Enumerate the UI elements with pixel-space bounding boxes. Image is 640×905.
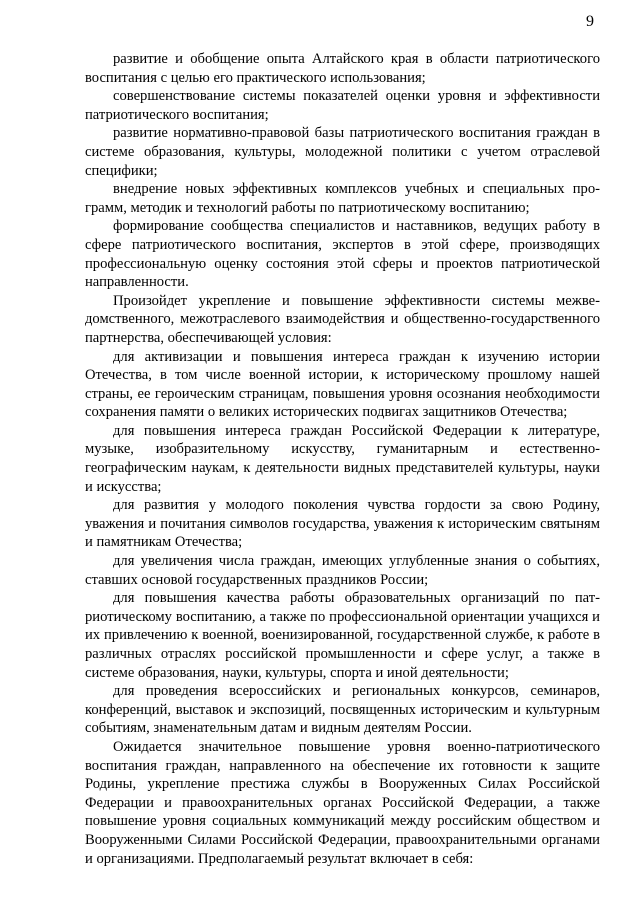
paragraph: для повышения качества работы образовательных организаций по патриотическому воспитанию, а также по профессиональной ориентации учащихся и их привлечению к военной, военизированной, государственной службе, к работе в различных отраслях российской промышленности и сфере услуг, а также в системе образования, науки, культуры, спорта и иной деятельности; xyxy=(85,590,600,681)
paragraph: для развития у молодого поколения чувства гордости за свою Родину, уважения и почитания символов государства, уважения к историческим святыням и памятникам Отечества; xyxy=(85,497,600,551)
paragraph: совершенствование системы показателей оценки уровня и эффективности патриотического воспитания; xyxy=(85,88,600,123)
paragraph: развитие нормативно-правовой базы патриотического воспитания граждан в системе образования, культуры, молодежной политики с учетом отраслевой специфики; xyxy=(85,125,600,179)
paragraph: формирование сообщества специалистов и наставников, ведущих работу в сфере патриотического воспитания, экспертов в этой сфере, производящих профессиональную оценку состояния этой сферы и проектов патриотической направленности. xyxy=(85,218,600,291)
paragraph: для повышения интереса граждан Российской Федерации к литературе, музыке, изобразительному искусству, гуманитарным и естественно-географическим наукам, к деятельности видных представителей культуры, науки и искусства; xyxy=(85,422,600,495)
paragraph: Произойдет укрепление и повышение эффективности системы межведомственного, межотраслевого взаимодействия и общественно-государственного партнерства, обеспечивающей условия: xyxy=(85,292,600,346)
page-number: 9 xyxy=(586,13,594,30)
paragraph: Ожидается значительное повышение уровня военно-патриотического воспитания граждан, направленного на обеспечение их готовности к защите Родины, укрепление престижа службы в Вооруженных Силах Российской Федерации и правоохранительных органах Российской Федерации, а также повышение уровня социальных коммуникаций между российским обществом и Вооруженными Силами Российской Федерации, правоохранительными органами и организациями. Предполагаемый результат включает в себя: xyxy=(85,738,600,867)
paragraph: развитие и обобщение опыта Алтайского края в области патриотического воспитания с целью его практического использования; xyxy=(85,51,600,86)
paragraph: для активизации и повышения интереса граждан к изучению истории Отечества, в том числе военной истории, к историческому прошлому нашей страны, ее героическим страницам, повышения уровня осознания необходимости сохранения памяти о великих исторических подвигах защитников Отечества; xyxy=(85,348,600,421)
paragraph: внедрение новых эффективных комплексов учебных и специальных программ, методик и технологий работы по патриотическому воспитанию; xyxy=(85,181,600,216)
document-body xyxy=(85,50,600,868)
paragraph: для увеличения числа граждан, имеющих углубленные знания о событиях, ставших основой государственных праздников России; xyxy=(85,553,600,588)
paragraph: для проведения всероссийских и региональных конкурсов, семинаров, конференций, выставок и экспозиций, посвященных историческим и культурным событиям, знаменательным датам и видным деятелям России. xyxy=(85,683,600,737)
